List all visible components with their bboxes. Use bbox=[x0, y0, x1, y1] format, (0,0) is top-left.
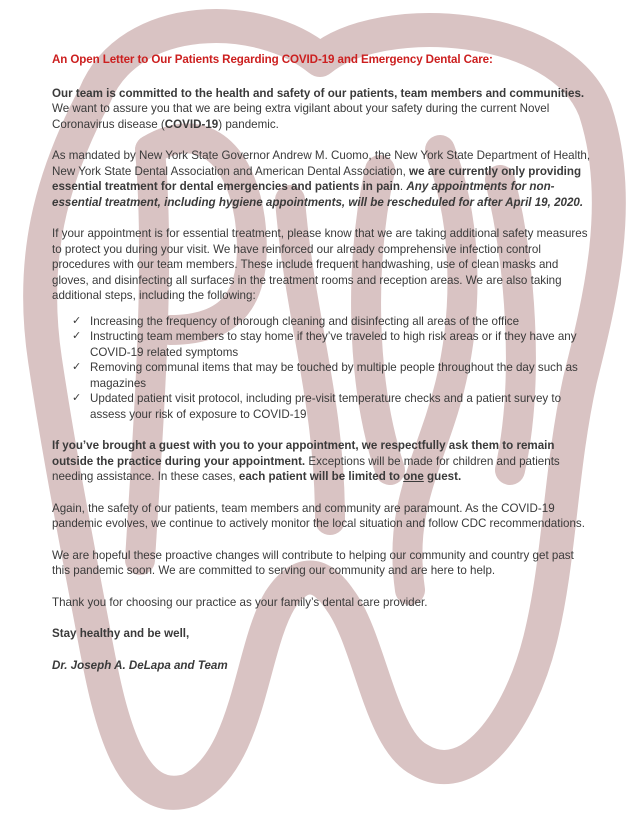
list-item bbox=[72, 314, 592, 330]
signature: Dr. Joseph A. DeLapa and Team bbox=[52, 658, 228, 672]
letter-title: An Open Letter to Our Patients Regarding COVID-19 and Emergency Dental Care: bbox=[52, 53, 493, 66]
paragraph-thanks: Thank you for choosing our practice as your family’s dental care provider. bbox=[52, 595, 428, 609]
list-item-text: Updated patient visit protocol, including pre-visit temperature checks and a patient survey to assess your risk of exposure to COVID-19 bbox=[90, 392, 562, 421]
closing-line: Stay healthy and be well, bbox=[52, 627, 190, 640]
checkmark-icon: ✓ bbox=[72, 392, 82, 404]
paragraph-commitment bbox=[52, 86, 592, 133]
list-item bbox=[72, 391, 592, 422]
commitment-text-a: We want to assure you that we are being extra vigilant about your safety during the current Novel Coronavirus disease ( bbox=[52, 102, 550, 131]
commitment-bold-covid: COVID-19 bbox=[164, 117, 219, 131]
guest-bold: If you’ve brought a guest with you to your appointment, we respectfully ask them to remain outside the practice during your appointment. bbox=[52, 439, 555, 468]
list-item bbox=[72, 360, 592, 391]
list-item-text: Increasing the frequency of thorough cleaning and disinfecting all areas of the office bbox=[90, 314, 520, 328]
commitment-text-c: ) pandemic. bbox=[218, 117, 279, 131]
guest-bold-c: guest. bbox=[423, 470, 462, 483]
list-item-text: Removing communal items that may be touched by multiple people throughout the day such as magazines bbox=[90, 361, 578, 390]
guest-bold-b: each patient will be limited to bbox=[238, 470, 404, 483]
paragraph-monitoring: Again, the safety of our patients, team members and community are paramount. As the COVID-19 pandemic evolves, we continue to actively monitor the local situation and follow CDC recommendations. bbox=[52, 501, 585, 530]
checkmark-icon: ✓ bbox=[72, 361, 82, 373]
guest-bold-underline: one bbox=[403, 470, 424, 483]
paragraph-hopeful: We are hopeful these proactive changes will contribute to helping our community and country get past this pandemic soon. We are committed to serving our community and are here to help. bbox=[52, 548, 574, 577]
mandate-text-b: . bbox=[399, 180, 407, 193]
commitment-bold: Our team is committed to the health and safety of our patients, team members and communities. bbox=[52, 86, 585, 100]
safety-checklist bbox=[52, 314, 592, 423]
mandate-bold-italic: Any appointments for non-essential treatment, including hygiene appointments, will be rescheduled for after April 19, 2020. bbox=[52, 180, 584, 209]
guest-text-a: Exceptions will be made for children and patients needing assistance. In these cases, bbox=[52, 454, 560, 483]
letter-body bbox=[52, 52, 592, 673]
checkmark-icon: ✓ bbox=[72, 314, 82, 327]
mandate-text-a: As mandated by New York State Governor Andrew M. Cuomo, the New York State Department of Health, New York State Dental Association and American Dental Association, bbox=[52, 149, 591, 178]
paragraph-mandate bbox=[52, 148, 592, 210]
checkmark-icon: ✓ bbox=[72, 330, 82, 342]
paragraph-safety-measures: If your appointment is for essential treatment, please know that we are taking additional safety measures to protect you during your visit. We have reinforced our already comprehensive infection control procedures with our team members. These include frequent handwashing, use of clean masks and gloves, and disinfecting all surfaces in the treatment rooms and reception areas. We are also taking additional steps, including the following: bbox=[52, 227, 588, 302]
paragraph-guest-policy bbox=[52, 438, 592, 485]
list-item bbox=[72, 329, 592, 360]
list-item-text: Instructing team members to stay home if they’ve traveled to high risk areas or if they have any COVID-19 related symptoms bbox=[90, 330, 577, 359]
mandate-bold: we are currently only providing essential treatment for dental emergencies and patients in pain bbox=[52, 164, 582, 193]
